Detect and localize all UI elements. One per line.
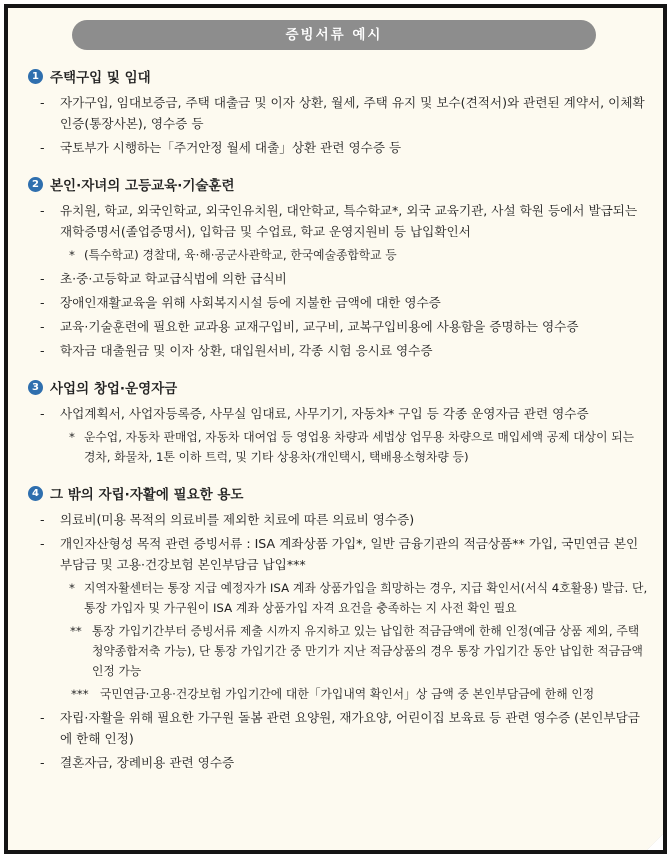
item-text: 장애인재활교육을 위해 사회복지시설 등에 지불한 금액에 대한 영수증 [60,295,441,310]
section-heading [28,481,648,505]
footnote-mark: * [69,581,75,595]
dash-bullet: - [40,203,45,218]
dash-bullet: - [40,512,45,527]
item-text: 초·중·고등학교 학교급식법에 의한 급식비 [60,271,287,286]
section-heading [28,375,648,399]
dash-bullet: - [40,710,45,725]
item-text: (특수학교) 경찰대, 육·해·공군사관학교, 한국예술종합학교 등 [84,248,397,262]
item-text: 학자금 대출원금 및 이자 상환, 대입원서비, 각종 시험 응시료 영수증 [60,343,433,358]
section-heading [28,172,648,196]
footnote-item [28,245,648,265]
footnote-item [28,578,648,618]
section-number-badge: 3 [28,380,43,395]
list-item [28,533,648,575]
dash-bullet: - [40,95,45,110]
item-text: 의료비(미용 목적의 의료비를 제외한 치료에 따른 의료비 영수증) [60,512,415,527]
list-item [28,403,648,424]
list-item [28,707,648,749]
dash-bullet: - [40,271,45,286]
footnote-mark: *** [71,687,89,701]
content-area [28,64,648,787]
footnote-mark: * [69,430,75,444]
footnote-item [28,621,648,681]
section-2 [28,172,648,361]
dash-bullet: - [40,140,45,155]
list-item [28,752,648,773]
dash-bullet: - [40,343,45,358]
section-heading-text: 주택구입 및 임대 [50,70,151,86]
dash-bullet: - [40,319,45,334]
item-text: 자가구입, 임대보증금, 주택 대출금 및 이자 상환, 월세, 주택 유지 및 보수(견적서)와 관련된 계약서, 이체확인증(통장사본), 영수증 등 [60,95,645,131]
section-heading-text: 그 밖의 자립·자활에 필요한 용도 [50,487,244,503]
dash-bullet: - [40,536,45,551]
list-item [28,340,648,361]
item-text: 통장 가입기간부터 증빙서류 제출 시까지 유지하고 있는 납입한 적금금액에 한해 인정(예금 상품 제외, 주택청약종합저축 가능), 단 통장 가입기간 중 만기가 지난 적금상품의 경우 통장 가입기간 동안 납입한 적금금액 인정 가능 [92,624,643,678]
item-text: 국민연금·고용·건강보험 가입기간에 대한「가입내역 확인서」상 금액 중 본인부담금에 한해 인정 [100,687,595,701]
section-4 [28,481,648,773]
list-item [28,137,648,158]
footnote-item [28,684,648,704]
section-heading-text: 사업의 창업·운영자금 [50,381,178,397]
section-3 [28,375,648,467]
item-text: 결혼자금, 장례비용 관련 영수증 [60,755,235,770]
item-text: 자립·자활을 위해 필요한 가구원 돌봄 관련 요양원, 재가요양, 어린이집 보육료 등 관련 영수증 (본인부담금에 한해 인정) [60,710,640,746]
section-number-badge: 4 [28,486,43,501]
item-text: 교육·기술훈련에 필요한 교과용 교재구입비, 교구비, 교복구입비용에 사용함을 증명하는 영수증 [60,319,579,334]
item-text: 사업계획서, 사업자등록증, 사무실 임대료, 사무기기, 자동차* 구입 등 각종 운영자금 관련 영수증 [60,406,589,421]
section-number-badge: 1 [28,69,43,84]
dash-bullet: - [40,755,45,770]
page-title: 증빙서류 예시 [72,20,596,50]
footnote-item [28,427,648,467]
list-item [28,316,648,337]
item-text: 유치원, 학교, 외국인학교, 외국인유치원, 대안학교, 특수학교*, 외국 교육기관, 사설 학원 등에서 발급되는 재학증명서(졸업증명서), 입학금 및 수업료, 학교 운영지원비 등 납입확인서 [60,203,638,239]
list-item [28,92,648,134]
section-number-badge: 2 [28,177,43,192]
footnote-mark: ** [70,624,82,638]
item-text: 국토부가 시행하는「주거안정 월세 대출」상환 관련 영수증 등 [60,140,402,155]
item-text: 지역자활센터는 통장 지급 예정자가 ISA 계좌 상품가입을 희망하는 경우, 지급 확인서(서식 4호활용) 발급. 단, 통장 가입자 및 가구원이 ISA 계좌 상품가입 자격 요건을 충족하는 지 사전 확인 필요 [84,581,648,615]
section-heading-text: 본인·자녀의 고등교육·기술훈련 [50,178,235,194]
section-1 [28,64,648,158]
section-heading [28,64,648,88]
item-text: 개인자산형성 목적 관련 증빙서류 : ISA 계좌상품 가입*, 일반 금융기관의 적금상품** 가입, 국민연금 본인부담금 및 고용·건강보험 본인부담금 납입*** [60,536,639,572]
list-item [28,509,648,530]
page-fold-cut [647,834,663,850]
list-item [28,292,648,313]
document-frame [4,4,667,854]
list-item [28,268,648,289]
footnote-mark: * [69,248,75,262]
item-text: 운수업, 자동차 판매업, 자동차 대여업 등 영업용 차량과 세법상 업무용 차량으로 매입세액 공제 대상이 되는 경차, 화물차, 1톤 이하 트럭, 및 기타 상용차(개인택시, 택배용소형차량 등) [84,430,635,464]
dash-bullet: - [40,295,45,310]
list-item [28,200,648,242]
dash-bullet: - [40,406,45,421]
